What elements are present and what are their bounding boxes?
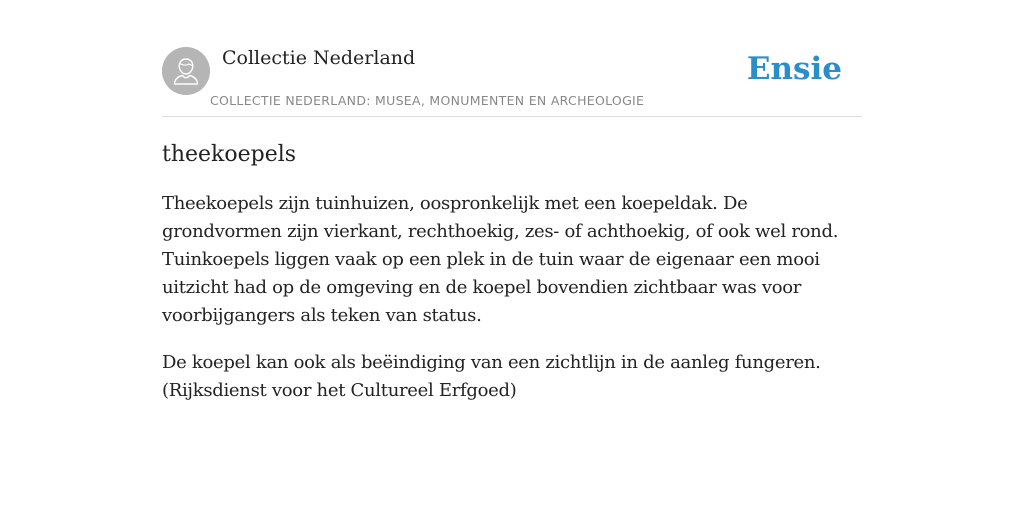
author-link[interactable]: Collectie Nederland — [222, 47, 416, 69]
article — [162, 136, 862, 405]
article-paragraph: De koepel kan ook als beëindiging van een zichtlijn in de aanleg fungeren. (Rijksdienst voor het Cultureel Erfgoed) — [162, 352, 821, 401]
author-header — [162, 0, 862, 117]
article-paragraph: Theekoepels zijn tuinhuizen, oospronkelijk met een koepeldak. De grondvormen zijn vierkant, rechthoekig, zes- of achthoekig, of ook wel rond. Tuinkoepels liggen vaak op een plek in de tuin waar de eigenaar een mooi uitzicht had op de omgeving en de koepel bovendien zichtbaar was voor voorbijgangers als teken van status. — [162, 193, 839, 326]
ensie-logo[interactable]: Ensie — [746, 51, 842, 87]
user-silhouette-icon[interactable] — [162, 47, 210, 95]
article-title: theekoepels — [162, 142, 297, 167]
author-subtitle: COLLECTIE NEDERLAND: MUSEA, MONUMENTEN EN ARCHEOLOGIE — [210, 93, 645, 108]
